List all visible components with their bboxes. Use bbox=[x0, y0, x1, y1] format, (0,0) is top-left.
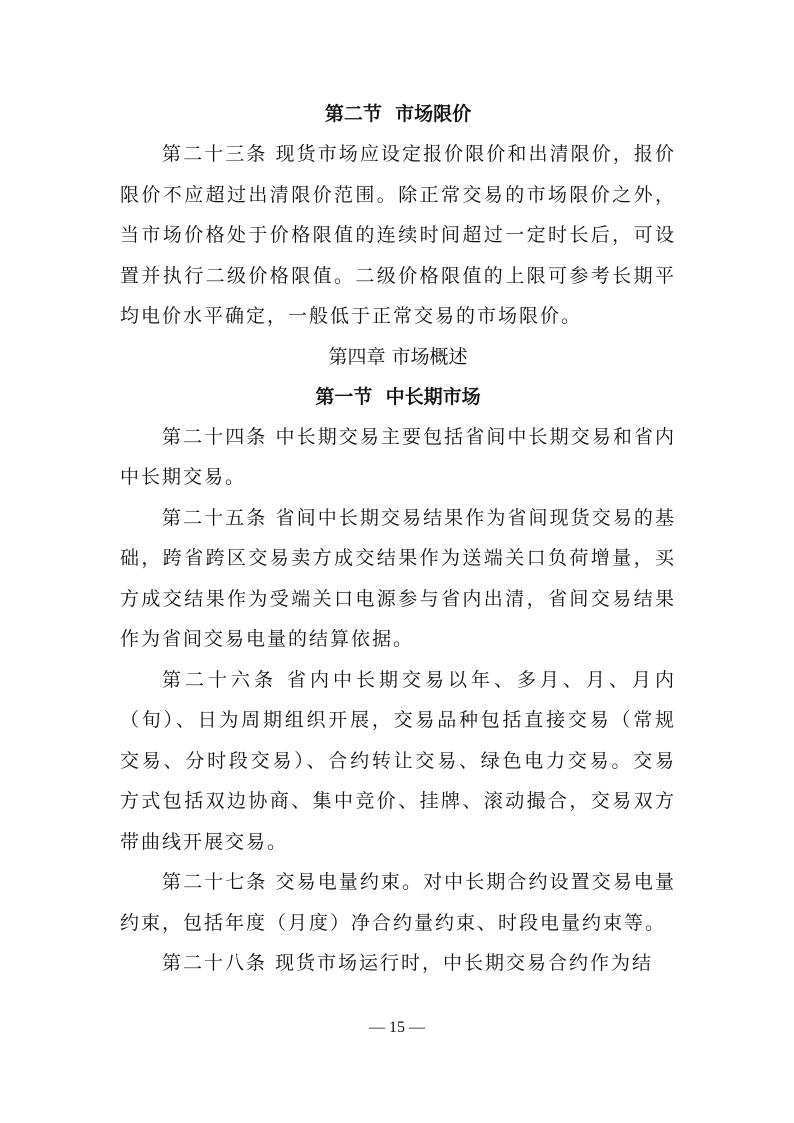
article-paragraph: 第二十四条 中长期交易主要包括省间中长期交易和省内中长期交易。 bbox=[120, 425, 676, 488]
article-paragraph: 第二十六条 省内中长期交易以年、多月、月、月内（旬）、日为周期组织开展，交易品种包括直接交易（常规交易、分时段交易）、合约转让交易、绿色电力交易。交易方式包括双边协商、集中竞价、挂牌、滚动撮合，交易双方带曲线开展交易。 bbox=[120, 668, 676, 853]
article-paragraph: 第二十七条 交易电量约束。对中长期合约设置交易电量约束，包括年度（月度）净合约量约束、时段电量约束等。 bbox=[120, 871, 676, 934]
page-number: — 15 — bbox=[369, 1019, 425, 1036]
document-body bbox=[120, 94, 676, 984]
article-paragraph: 第二十五条 省间中长期交易结果作为省间现货交易的基础，跨省跨区交易卖方成交结果作为送端关口负荷增量，买方成交结果作为受端关口电源参与省内出清，省间交易结果作为省间交易电量的结算依据。 bbox=[120, 506, 676, 650]
article-paragraph: 第二十八条 现货市场运行时，中长期交易合约作为结 bbox=[162, 952, 654, 974]
article-paragraph: 第二十三条 现货市场应设定报价限价和出清限价，报价限价不应超过出清限价范围。除正常交易的市场限价之外，当市场价格处于价格限值的连续时间超过一定时长后，可设置并执行二级价格限值。二级价格限值的上限可参考长期平均电价水平确定，一般低于正常交易的市场限价。 bbox=[120, 143, 676, 327]
section-heading: 第一节 中长期市场 bbox=[315, 385, 481, 408]
chapter-heading: 第四章 市场概述 bbox=[328, 345, 468, 368]
section-heading: 第二节 市场限价 bbox=[324, 103, 472, 125]
